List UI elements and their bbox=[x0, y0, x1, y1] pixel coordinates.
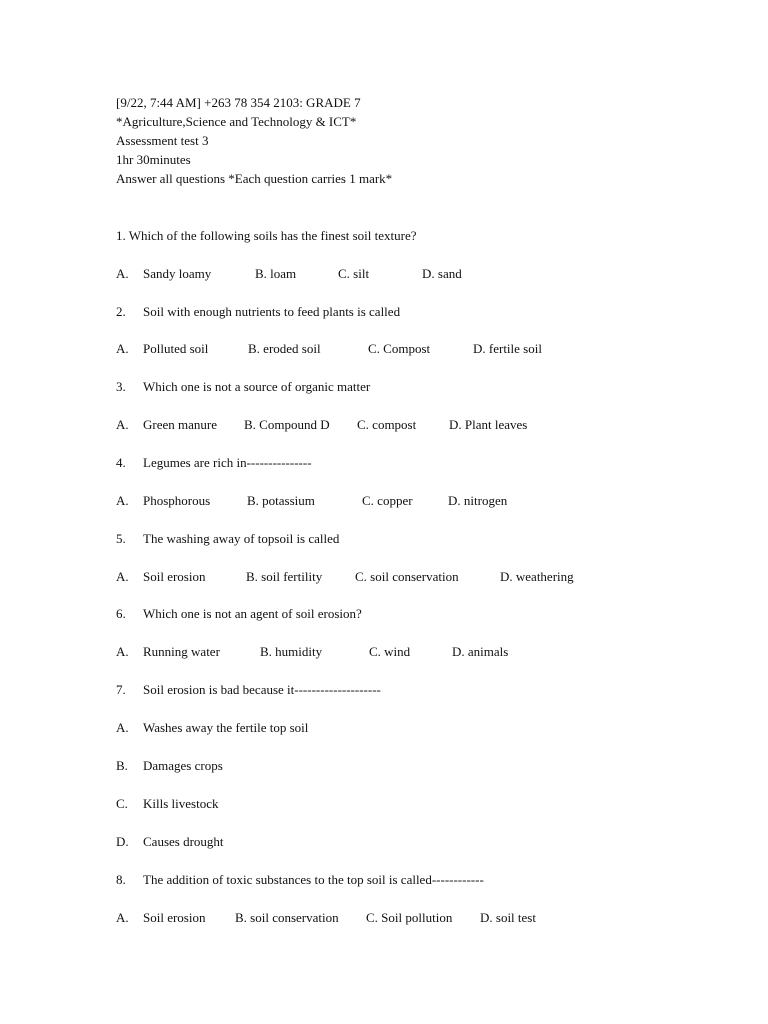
question-5-option-a: Soil erosion bbox=[143, 569, 206, 584]
question-2-text: Soil with enough nutrients to feed plants is called bbox=[143, 304, 401, 319]
question-3-option-b: B. Compound D bbox=[244, 417, 330, 432]
question-7-option-b: Damages crops bbox=[143, 758, 223, 773]
question-8-option-c: C. Soil pollution bbox=[366, 910, 453, 925]
question-5-option-b: B. soil fertility bbox=[246, 569, 323, 584]
question-7-letter-a: A. bbox=[116, 720, 129, 735]
question-2-letter-a: A. bbox=[116, 341, 129, 356]
question-7-number: 7. bbox=[116, 682, 126, 697]
question-3-text: Which one is not a source of organic matter bbox=[143, 379, 371, 394]
question-8-option-b: B. soil conservation bbox=[235, 910, 339, 925]
header-instructions: Answer all questions *Each question carries 1 mark* bbox=[116, 171, 393, 186]
question-5-number: 5. bbox=[116, 531, 126, 546]
question-3-option-c: C. compost bbox=[357, 417, 417, 432]
question-7-option-d: Causes drought bbox=[143, 834, 224, 849]
question-3-option-d: D. Plant leaves bbox=[449, 417, 528, 432]
question-2-option-c: C. Compost bbox=[368, 341, 431, 356]
question-1-option-c: C. silt bbox=[338, 266, 370, 281]
question-8-text: The addition of toxic substances to the top soil is called------------ bbox=[143, 872, 484, 887]
question-3-number: 3. bbox=[116, 379, 126, 394]
question-4-number: 4. bbox=[116, 455, 126, 470]
question-6-letter-a: A. bbox=[116, 644, 129, 659]
question-4-option-b: B. potassium bbox=[247, 493, 315, 508]
question-7-text: Soil erosion is bad because it-------------------- bbox=[143, 682, 381, 697]
question-5-letter-a: A. bbox=[116, 569, 129, 584]
question-8-letter-a: A. bbox=[116, 910, 129, 925]
question-6-number: 6. bbox=[116, 606, 126, 621]
question-1-option-a: Sandy loamy bbox=[143, 266, 212, 281]
header-test-title: Assessment test 3 bbox=[116, 133, 209, 148]
question-8-number: 8. bbox=[116, 872, 126, 887]
header-duration: 1hr 30minutes bbox=[116, 152, 191, 167]
question-2-option-d: D. fertile soil bbox=[473, 341, 542, 356]
question-6-option-a: Running water bbox=[143, 644, 220, 659]
question-4-letter-a: A. bbox=[116, 493, 129, 508]
question-8-option-a: Soil erosion bbox=[143, 910, 206, 925]
question-6-text: Which one is not an agent of soil erosion? bbox=[143, 606, 362, 621]
question-5-option-c: C. soil conservation bbox=[355, 569, 459, 584]
question-1-text: 1. Which of the following soils has the finest soil texture? bbox=[116, 228, 417, 243]
question-2-option-a: Polluted soil bbox=[143, 341, 209, 356]
question-6-option-c: C. wind bbox=[369, 644, 411, 659]
question-3-option-a: Green manure bbox=[143, 417, 217, 432]
question-5-option-d: D. weathering bbox=[500, 569, 574, 584]
question-2-option-b: B. eroded soil bbox=[248, 341, 321, 356]
question-4-text: Legumes are rich in--------------- bbox=[143, 455, 312, 470]
question-7-option-a: Washes away the fertile top soil bbox=[143, 720, 309, 735]
question-7-letter-d: D. bbox=[116, 834, 129, 849]
question-4-option-a: Phosphorous bbox=[143, 493, 211, 508]
header-line-1: [9/22, 7:44 AM] +263 78 354 2103: GRADE 7 bbox=[116, 95, 361, 110]
question-1-option-b: B. loam bbox=[255, 266, 297, 281]
question-7-option-c: Kills livestock bbox=[143, 796, 219, 811]
header-subject: *Agriculture,Science and Technology & ICT* bbox=[116, 114, 357, 129]
question-1-letter-a: A. bbox=[116, 266, 129, 281]
question-5-text: The washing away of topsoil is called bbox=[143, 531, 340, 546]
question-4-option-d: D. nitrogen bbox=[448, 493, 508, 508]
question-8-option-d: D. soil test bbox=[480, 910, 536, 925]
question-4-option-c: C. copper bbox=[362, 493, 413, 508]
question-7-letter-b: B. bbox=[116, 758, 128, 773]
question-2-number: 2. bbox=[116, 304, 126, 319]
question-6-option-d: D. animals bbox=[452, 644, 509, 659]
question-7-letter-c: C. bbox=[116, 796, 128, 811]
question-1-option-d: D. sand bbox=[422, 266, 462, 281]
question-6-option-b: B. humidity bbox=[260, 644, 323, 659]
question-3-letter-a: A. bbox=[116, 417, 129, 432]
